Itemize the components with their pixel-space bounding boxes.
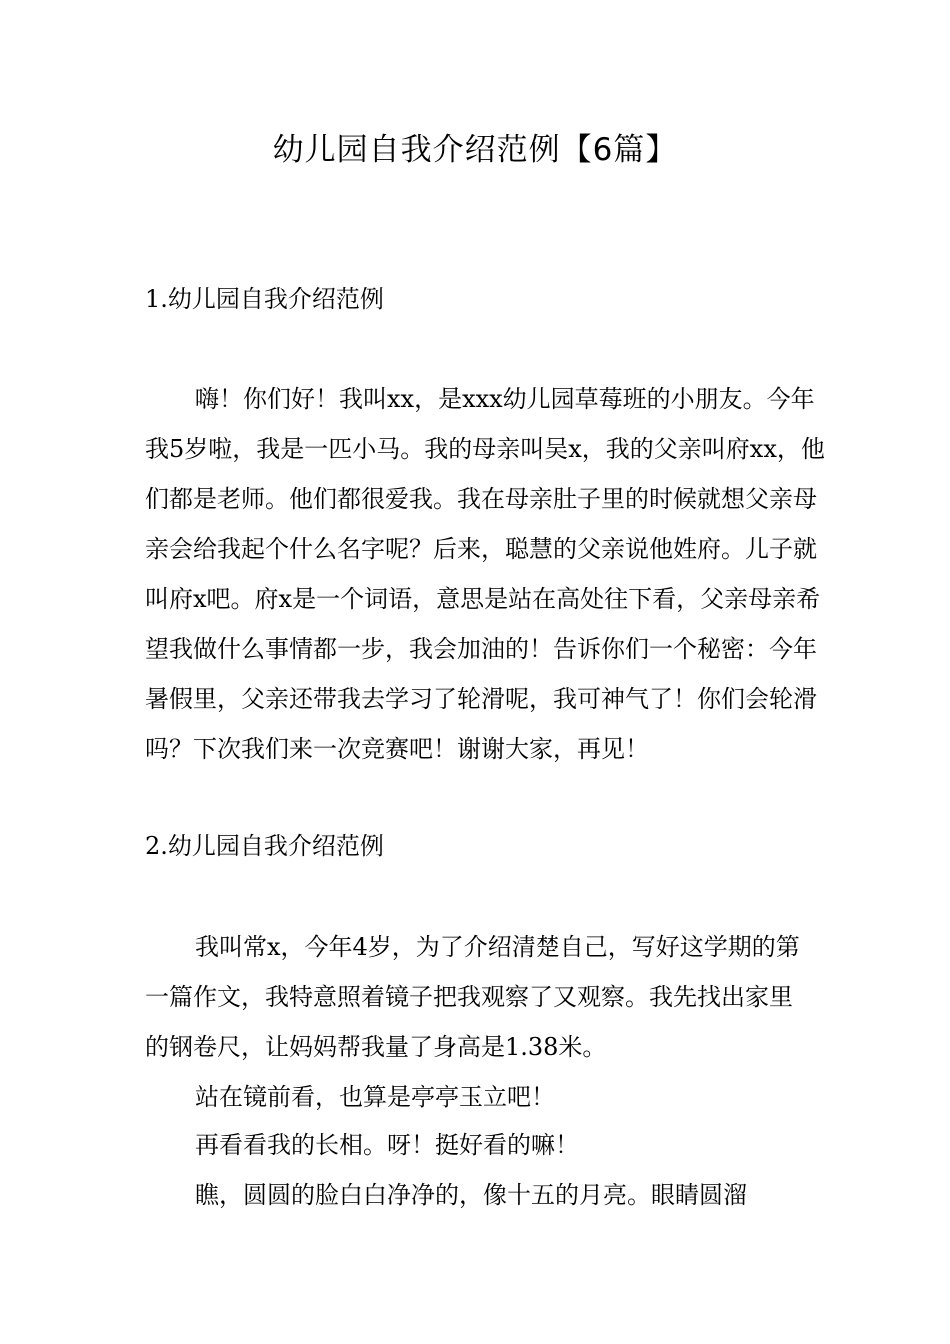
document-title: 幼儿园自我介绍范例【6篇】 — [272, 132, 678, 168]
section-1-heading: 1.幼儿园自我介绍范例 — [145, 285, 384, 313]
section-1-paragraph: 嗨！你们好！我叫xx，是xxx幼儿园草莓班的小朋友。今年我5岁啦，我是一匹小马。我的母亲叫吴x，我的父亲叫府xx，他们都是老师。他们都很爱我。我在母亲肚子里的时候就想父亲母亲会给我起个什么名字呢？后来，聪慧的父亲说他姓府。儿子就叫府x吧。府x是一个词语，意思是站在高处往下看，父亲母亲希望我做什么事情都一步，我会加油的！告诉你们一个秘密：今年暑假里，父亲还带我去学习了轮滑呢，我可神气了！你们会轮滑吗？下次我们来一次竞赛吧！谢谢大家，再见！ — [145, 385, 825, 763]
section-2-line-1: 站在镜前看，也算是亭亭玉立吧！ — [195, 1083, 555, 1111]
section-2-paragraph: 我叫常x，今年4岁，为了介绍清楚自己，写好这学期的第一篇作文，我特意照着镜子把我观察了又观察。我先找出家里的钢卷尺，让妈妈帮我量了身高是1.38米。 — [145, 933, 800, 1061]
section-2-line-2: 再看看我的长相。呀！挺好看的嘛！ — [195, 1131, 579, 1159]
section-2-heading: 2.幼儿园自我介绍范例 — [145, 832, 384, 860]
section-2-line-3: 瞧，圆圆的脸白白净净的，像十五的月亮。眼睛圆溜 — [195, 1181, 747, 1209]
